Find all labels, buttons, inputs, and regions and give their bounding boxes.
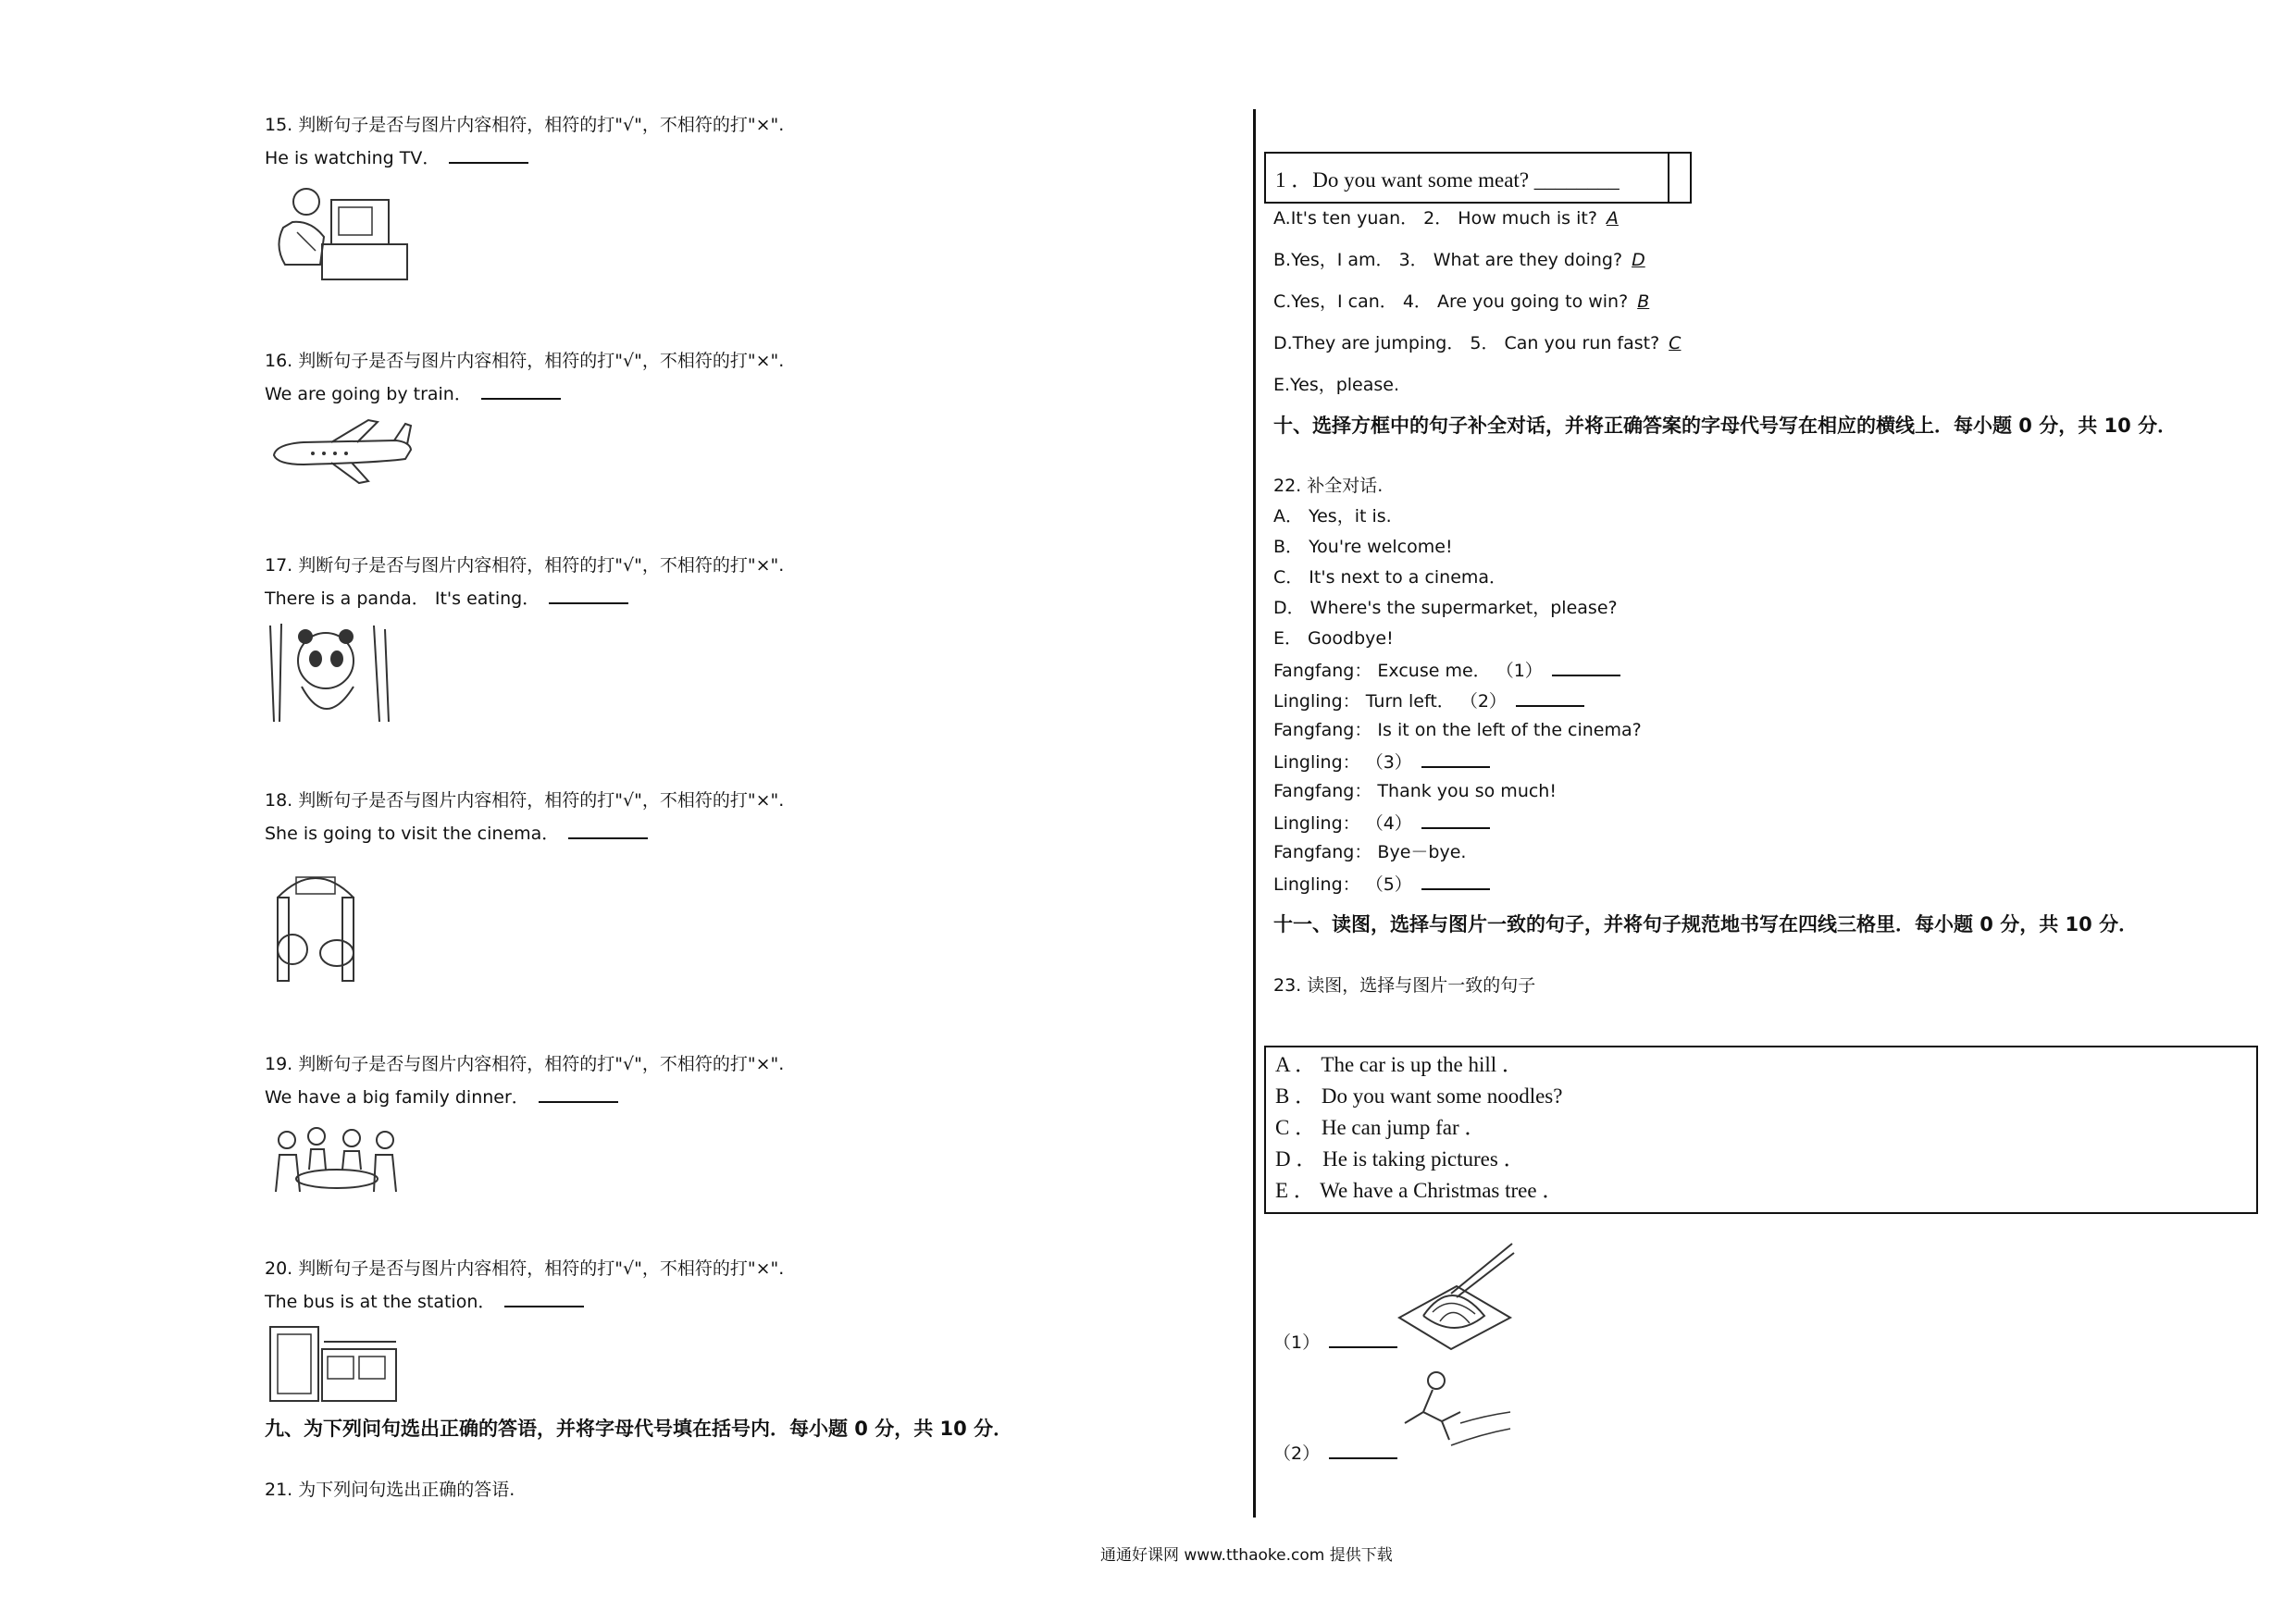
matching-question: 3． What are they doing? bbox=[1398, 250, 1623, 270]
q16-sentence: We are going by train． bbox=[265, 384, 472, 404]
q19-prompt: 19. 判断句子是否与图片内容相符，相符的打"√"，不相符的打"×". bbox=[265, 1054, 785, 1074]
dialogue-text: （4） bbox=[1365, 813, 1412, 834]
dialogue-line-5 bbox=[1273, 780, 1557, 802]
dialogue-text: Excuse me． （1） bbox=[1377, 661, 1543, 681]
q20-blank[interactable] bbox=[504, 1289, 584, 1307]
page-footer: 通通好课网 www.tthaoke.com 提供下载 bbox=[1100, 1546, 1393, 1565]
picture-item-blank-1[interactable] bbox=[1329, 1330, 1397, 1348]
matching-question: 5． Can you run fast? bbox=[1470, 333, 1660, 353]
dialogue-blank-2[interactable] bbox=[1516, 688, 1584, 707]
dialogue-blank-4[interactable] bbox=[1421, 811, 1490, 829]
box2-option-d: D ． He is taking pictures ． bbox=[1275, 1147, 1525, 1171]
q17-prompt: 17. 判断句子是否与图片内容相符，相符的打"√"，不相符的打"×". bbox=[265, 555, 785, 576]
q16-blank[interactable] bbox=[481, 381, 561, 400]
dialogue-speaker: Fangfang： bbox=[1273, 720, 1372, 740]
section10-heading: 十、选择方框中的句子补全对话，并将正确答案的字母代号写在相应的横线上．每小题 0 分，共 10 分． bbox=[1273, 415, 2178, 437]
q15-prompt: 15. 判断句子是否与图片内容相符，相符的打"√"，不相符的打"×". bbox=[265, 115, 785, 135]
matching-question: 4． Are you going to win? bbox=[1402, 291, 1629, 312]
dialogue-blank-3[interactable] bbox=[1421, 750, 1490, 768]
dialogue-speaker: Lingling： bbox=[1273, 752, 1360, 773]
q19-sentence-line bbox=[265, 1084, 618, 1109]
dialogue-blank-5[interactable] bbox=[1421, 872, 1490, 890]
matching-option: B.Yes，I am． bbox=[1273, 250, 1394, 270]
q15-sentence: He is watching TV． bbox=[265, 148, 441, 168]
column-divider bbox=[1253, 109, 1256, 1518]
panda-picture bbox=[265, 622, 394, 725]
dialogue-line-2 bbox=[1273, 688, 1584, 712]
dialogue-speaker: Lingling： bbox=[1273, 874, 1360, 895]
picture-item-label: （2） bbox=[1273, 1443, 1321, 1464]
option-e: E.Yes，please. bbox=[1273, 375, 1400, 395]
matching-row-1 bbox=[1273, 207, 1619, 229]
picture-item-label: （1） bbox=[1273, 1332, 1321, 1353]
matching-answer[interactable]: C bbox=[1669, 333, 1682, 353]
dialogue-text: Is it on the left of the cinema? bbox=[1377, 720, 1642, 740]
q22-option-c: C． It's next to a cinema． bbox=[1273, 567, 1508, 588]
q20-sentence-line bbox=[265, 1289, 584, 1313]
dialogue-line-6 bbox=[1273, 811, 1490, 835]
matching-question: 2． How much is it? bbox=[1423, 208, 1597, 229]
matching-option: D.They are jumping． bbox=[1273, 333, 1465, 353]
q18-prompt: 18. 判断句子是否与图片内容相符，相符的打"√"，不相符的打"×". bbox=[265, 790, 785, 811]
picture-item-blank-2[interactable] bbox=[1329, 1441, 1397, 1459]
q22-title: 22. 补全对话. bbox=[1273, 476, 1384, 496]
picture-item-1 bbox=[1273, 1330, 1397, 1354]
matching-option: A.It's ten yuan． bbox=[1273, 208, 1419, 229]
dialogue-speaker: Lingling： bbox=[1273, 691, 1360, 712]
box2-option-a: A ． The car is up the hill ． bbox=[1275, 1053, 1523, 1076]
matching-answer[interactable]: A bbox=[1606, 208, 1619, 229]
matching-row-4 bbox=[1273, 332, 1681, 354]
long-jump-picture bbox=[1396, 1368, 1516, 1453]
q18-blank[interactable] bbox=[568, 821, 648, 839]
matching-answer[interactable]: B bbox=[1637, 291, 1650, 312]
q16-sentence-line bbox=[265, 381, 561, 405]
q19-blank[interactable] bbox=[539, 1084, 618, 1103]
q19-sentence: We have a big family dinner． bbox=[265, 1087, 529, 1108]
q23-title: 23. 读图，选择与图片一致的句子 bbox=[1273, 975, 1536, 996]
family-dinner-picture bbox=[268, 1123, 405, 1196]
q20-sentence: The bus is at the station． bbox=[265, 1292, 496, 1312]
q22-option-d: D． Where's the supermarket，please? bbox=[1273, 598, 1618, 618]
box1-divider-line bbox=[1668, 154, 1669, 202]
dialogue-text: （5） bbox=[1365, 874, 1412, 895]
box2-option-e: E ． We have a Christmas tree ． bbox=[1275, 1179, 1564, 1202]
q22-option-b: B． You're welcome! bbox=[1273, 537, 1453, 557]
box2-option-c: C ． He can jump far ． bbox=[1275, 1116, 1486, 1139]
matching-row-3 bbox=[1273, 291, 1649, 313]
dialogue-line-4 bbox=[1273, 750, 1490, 774]
picture-item-2 bbox=[1273, 1441, 1397, 1465]
section9-heading: 九、为下列问句选出正确的答语，并将字母代号填在括号内．每小题 0 分，共 10 分． bbox=[265, 1418, 1013, 1440]
noodles-picture bbox=[1396, 1238, 1518, 1353]
q22-option-e: E． Goodbye! bbox=[1273, 628, 1394, 649]
box1-text: 1 ．Do you want some meat? ________ bbox=[1275, 168, 1620, 192]
question-box-1 bbox=[1264, 152, 1692, 204]
q17-blank[interactable] bbox=[549, 586, 628, 604]
box2-option-b: B ． Do you want some noodles? bbox=[1275, 1084, 1563, 1108]
section11-heading: 十一、读图，选择与图片一致的句子，并将句子规范地书写在四线三格里．每小题 0 分，共 10 分． bbox=[1273, 913, 2139, 935]
matching-row-2 bbox=[1273, 249, 1645, 271]
dialogue-speaker: Fangfang： bbox=[1273, 781, 1372, 801]
dialogue-speaker: Lingling： bbox=[1273, 813, 1360, 834]
dialogue-line-7 bbox=[1273, 841, 1466, 863]
q21-title: 21. 为下列问句选出正确的答语. bbox=[265, 1480, 515, 1500]
matching-option: C.Yes，I can． bbox=[1273, 291, 1397, 312]
dialogue-speaker: Fangfang： bbox=[1273, 661, 1372, 681]
airplane-picture bbox=[267, 416, 415, 487]
dialogue-line-3 bbox=[1273, 719, 1642, 741]
sentence-options-box bbox=[1264, 1046, 2258, 1214]
dialogue-text: （3） bbox=[1365, 752, 1412, 773]
dialogue-blank-1[interactable] bbox=[1552, 658, 1620, 676]
q17-sentence: There is a panda． It's eating． bbox=[265, 588, 540, 609]
dialogue-line-1 bbox=[1273, 658, 1620, 682]
q18-sentence-line bbox=[265, 821, 648, 845]
dialogue-line-8 bbox=[1273, 872, 1490, 896]
q22-option-a: A． Yes，it is. bbox=[1273, 506, 1392, 527]
bus-station-picture bbox=[267, 1323, 400, 1405]
watching-tv-picture bbox=[265, 181, 413, 283]
dialogue-text: Turn left． （2） bbox=[1365, 691, 1507, 712]
q18-sentence: She is going to visit the cinema． bbox=[265, 824, 560, 844]
q15-sentence-line bbox=[265, 145, 528, 169]
q15-blank[interactable] bbox=[449, 145, 528, 164]
dialogue-speaker: Fangfang： bbox=[1273, 842, 1372, 862]
dialogue-text: Bye－bye. bbox=[1377, 842, 1467, 862]
q20-prompt: 20. 判断句子是否与图片内容相符，相符的打"√"，不相符的打"×". bbox=[265, 1258, 785, 1279]
q17-sentence-line bbox=[265, 586, 628, 610]
matching-answer[interactable]: D bbox=[1632, 250, 1645, 270]
dialogue-text: Thank you so much! bbox=[1377, 781, 1557, 801]
q16-prompt: 16. 判断句子是否与图片内容相符，相符的打"√"，不相符的打"×". bbox=[265, 351, 785, 371]
zoo-picture bbox=[265, 861, 366, 983]
